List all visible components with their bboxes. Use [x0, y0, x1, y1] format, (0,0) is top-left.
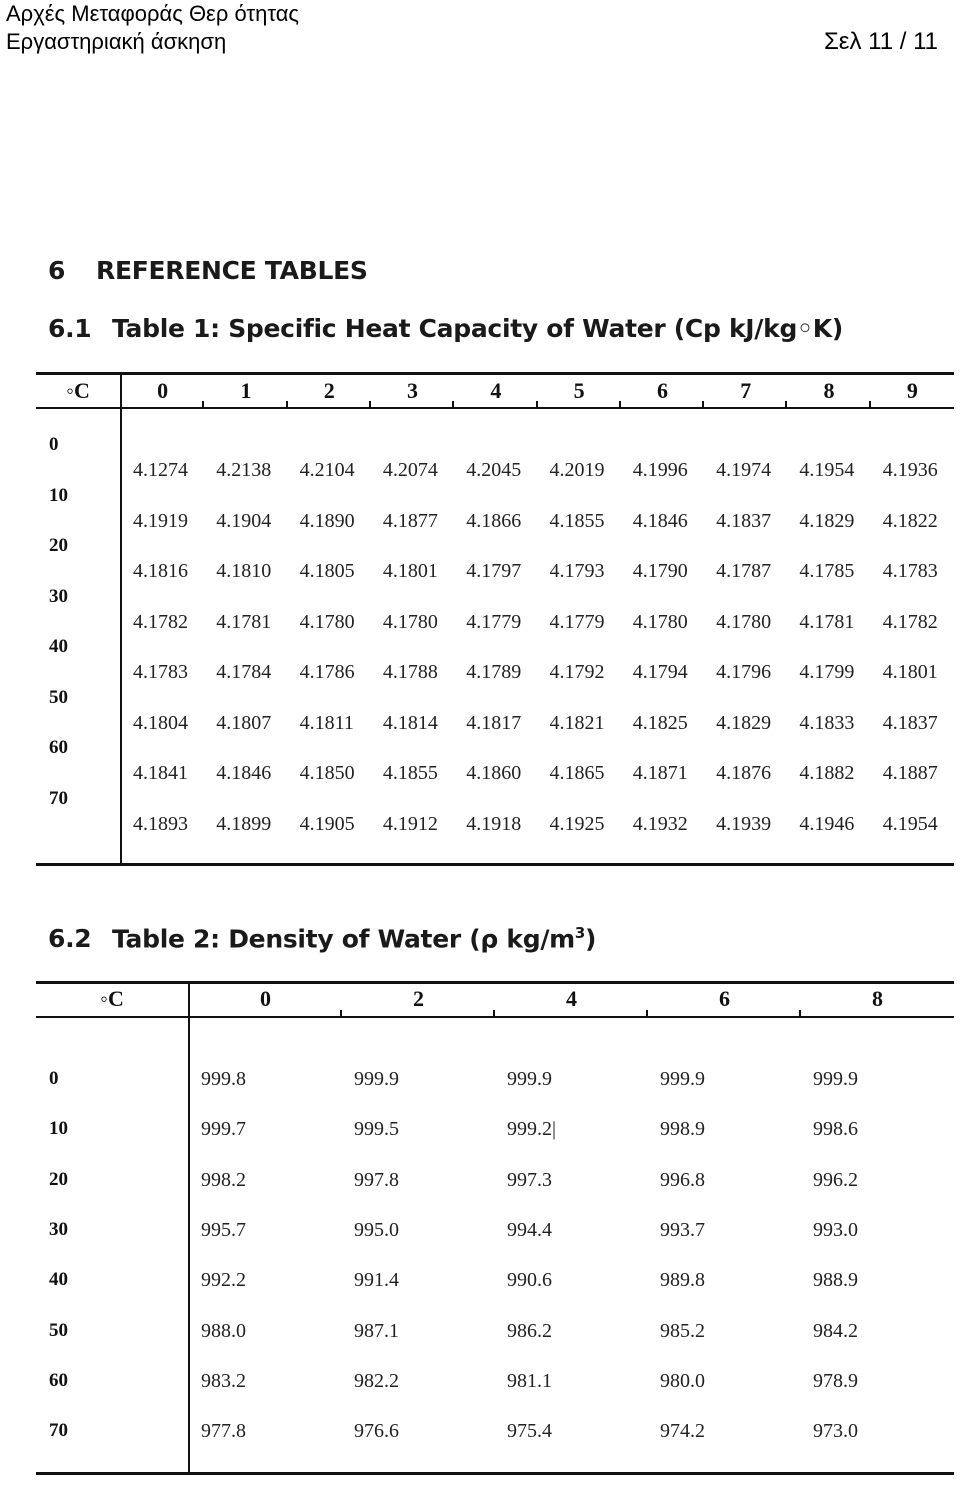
section-number: 6 [48, 256, 66, 285]
table2-table-cell: 987.1 [354, 1319, 399, 1342]
table1-table-cell: 4.1781 [799, 610, 855, 633]
table1-column-header: 9 [906, 378, 918, 403]
table1-table-cell: 4.1905 [299, 812, 355, 835]
table1-table-cell: 4.1871 [632, 762, 688, 784]
table2-table-cell: 999.9 [813, 1068, 858, 1090]
table1-table-cell: 4.1779 [549, 610, 605, 633]
document-course-title: Αρχές Μεταφοράς Θερ ότητας [6, 1, 300, 26]
table1-table-cell: 4.1919 [133, 509, 188, 532]
table1-table-cell: 4.2074 [382, 459, 438, 481]
table2-column-header: 8 [872, 986, 883, 1011]
table1-table-cell: 4.1855 [382, 762, 438, 784]
table2-table-cell: 999.9 [660, 1068, 705, 1090]
table1-table-cell: 4.1822 [882, 509, 938, 532]
table1-table-cell: 4.1810 [216, 560, 272, 582]
table1-row-label: 50 [49, 686, 68, 708]
table1-row-label: 0 [49, 434, 59, 455]
table1-column-header: 8 [823, 378, 835, 403]
table2-table-cell: 988.0 [201, 1319, 246, 1342]
table1-table-cell: 4.1786 [299, 661, 355, 683]
table2-table-cell: 989.8 [660, 1269, 705, 1292]
table2-table-cell: 991.4 [354, 1269, 399, 1292]
page-number: Σελ 11 / 11 [823, 28, 938, 55]
table1-bottom-rule [36, 863, 954, 866]
table1-table-cell: 4.1954 [882, 812, 938, 835]
table2-table-cell: 997.3 [507, 1168, 552, 1191]
table2-table-cell: 995.0 [354, 1218, 399, 1241]
table2-column-header: 6 [719, 986, 730, 1011]
table2-title: Table 2: Density of Water (ρ kg/m [112, 924, 575, 954]
table2-table-cell: 998.9 [660, 1118, 705, 1141]
table1-row-label: 20 [49, 535, 68, 556]
table1-table-cell: 4.1780 [299, 610, 355, 633]
table2-row-label: 30 [49, 1218, 68, 1240]
table1-table-cell: 4.1954 [799, 459, 855, 481]
table1-column-header: 3 [407, 378, 419, 403]
table1-table-cell: 4.1784 [216, 661, 272, 683]
table1-row-label: 10 [49, 484, 68, 506]
table2-column-header: 2 [413, 986, 424, 1011]
table1-table-cell: 4.1936 [882, 459, 938, 481]
table1-table-cell: 4.1805 [299, 560, 355, 582]
table1-table-cell: 4.1780 [632, 610, 688, 633]
table1-table-cell: 4.1792 [549, 661, 605, 683]
table1-table-cell: 4.1918 [466, 812, 522, 835]
table1-table-cell: 4.1825 [632, 711, 688, 734]
table1-table-cell: 4.1887 [882, 762, 938, 784]
table2-row-label: 70 [49, 1420, 68, 1442]
table1-table-cell: 4.1801 [882, 661, 938, 683]
table2-table-cell: 975.4 [507, 1420, 552, 1443]
table2-corner-label: ◦C [100, 986, 124, 1011]
table1-table-cell: 4.1804 [133, 711, 188, 734]
table2-table-cell: 974.2 [660, 1420, 705, 1443]
table2-table-cell: 996.2 [813, 1168, 858, 1191]
table1-table-cell: 4.1817 [466, 711, 522, 734]
table2-table-cell: 999.5 [354, 1118, 399, 1141]
table1-table-cell: 4.1785 [799, 560, 855, 582]
table2-number: 6.2 [48, 924, 92, 954]
table1-number: 6.1 [48, 314, 92, 343]
table1-table-cell: 4.1829 [799, 509, 855, 532]
table1-table-cell: 4.1807 [216, 711, 272, 734]
table1-table-cell: 4.1837 [882, 711, 938, 734]
table1-row-label: 30 [49, 585, 68, 607]
table1-table-cell: 4.1865 [549, 762, 605, 784]
table2-table-cell: 973.0 [813, 1420, 858, 1443]
table1-table-cell: 4.1794 [632, 661, 688, 683]
table1-table-cell: 4.1780 [716, 610, 772, 633]
table1-table-cell: 4.1866 [466, 509, 522, 532]
table1-table-cell: 4.1877 [382, 509, 438, 532]
section-title: REFERENCE TABLES [96, 256, 368, 285]
table2-column-header: 4 [566, 986, 577, 1011]
table1-table-cell: 4.1779 [466, 610, 522, 633]
table1-table-cell: 4.1946 [799, 812, 855, 835]
table2-row-label: 50 [49, 1319, 68, 1341]
table2-table-cell: 986.2 [507, 1319, 552, 1342]
table2-column-header: 0 [260, 986, 271, 1011]
table1-table-cell: 4.2104 [299, 459, 355, 481]
table1-title: Table 1: Specific Heat Capacity of Water (Cp kJ/kg◦K) [112, 314, 843, 343]
table1-table-cell: 4.1801 [382, 560, 438, 582]
table2-table-cell: 988.9 [813, 1269, 858, 1292]
table1-table-cell: 4.1811 [299, 711, 354, 734]
table1-table-cell: 4.1890 [299, 509, 355, 532]
table1-table-cell: 4.1846 [216, 762, 272, 784]
table2-heading [48, 924, 596, 953]
table1-table-cell: 4.1996 [632, 459, 688, 481]
table1-header-rule [36, 407, 954, 409]
table2-table-cell: 990.6 [507, 1269, 552, 1292]
table1-table-cell: 4.1274 [133, 459, 188, 481]
table2-row-label: 0 [49, 1068, 59, 1089]
table2-table-cell: 999.9 [354, 1068, 399, 1090]
table2-table-cell: 984.2 [813, 1319, 858, 1342]
table2-table-cell: 977.8 [201, 1420, 246, 1443]
table1-table-cell: 4.1829 [716, 711, 772, 734]
table1-column-header: 7 [740, 378, 752, 403]
table2-table-cell: 993.0 [813, 1218, 858, 1241]
table1-table-cell: 4.1846 [632, 509, 688, 532]
table1-stub-divider [120, 372, 122, 863]
table1-table-cell: 4.1816 [133, 560, 188, 582]
table1-heading [48, 314, 843, 343]
table2-row-label: 20 [49, 1168, 68, 1190]
table1-table-cell: 4.1925 [549, 812, 605, 835]
table2-row-label: 60 [49, 1369, 68, 1391]
table2-title-superscript: 3 [574, 924, 586, 942]
table1-table-cell: 4.1939 [716, 812, 772, 835]
table1-table-cell: 4.1899 [216, 812, 272, 835]
table1-table-cell: 4.1841 [133, 762, 188, 784]
table1-row-label: 60 [49, 737, 68, 758]
document-subtitle: Εργαστηριακή άσκηση [6, 29, 227, 54]
table1-table-cell: 4.1799 [799, 661, 855, 683]
table1-table-cell: 4.1893 [133, 812, 188, 835]
table2-table-cell: 999.7 [201, 1118, 246, 1141]
table1-table-cell: 4.1837 [716, 509, 772, 532]
table1-table-cell: 4.1912 [382, 812, 438, 835]
table1-top-rule [36, 372, 954, 375]
table2-top-rule [36, 981, 954, 984]
table1-column-header: 5 [573, 378, 585, 403]
table2-header-rule [36, 1016, 954, 1018]
table2-row-label: 10 [49, 1118, 68, 1140]
table1-table-cell: 4.1814 [382, 711, 438, 734]
table1-row-label: 70 [49, 787, 68, 809]
table1-table-cell: 4.1797 [466, 560, 522, 582]
table2-table-cell: 981.1 [507, 1369, 552, 1392]
table2-table-cell: 998.2 [201, 1168, 246, 1191]
table1-table-cell: 4.1790 [632, 560, 688, 582]
table1-row-label: 40 [49, 636, 68, 657]
table1-table-cell: 4.1781 [216, 610, 272, 633]
table1-column-header: 0 [157, 378, 169, 403]
table2-table-cell: 980.0 [660, 1369, 705, 1392]
table2-table-cell: 997.8 [354, 1168, 399, 1191]
table2-table-cell: 994.4 [507, 1218, 552, 1241]
table1-table-cell: 4.1974 [716, 459, 772, 481]
table1-table-cell: 4.1850 [299, 762, 355, 784]
table2-stub-divider [188, 981, 190, 1472]
table2-title-end: ) [585, 924, 597, 954]
table1-table-cell: 4.1783 [133, 661, 188, 683]
table2-table-cell: 978.9 [813, 1369, 858, 1392]
table1-table-cell: 4.1876 [716, 762, 772, 784]
section-heading-reference-tables [48, 256, 368, 285]
table2-table-cell: 999.8 [201, 1068, 246, 1090]
table1-table-cell: 4.1787 [716, 560, 772, 582]
table2-table-cell: 999.9 [507, 1068, 552, 1090]
table1-table-cell: 4.1788 [382, 661, 438, 683]
table1-table-cell: 4.1904 [216, 509, 272, 532]
table1-table-cell: 4.1860 [466, 762, 522, 784]
table1-table-cell: 4.1855 [549, 509, 605, 532]
table2-table-cell: 992.2 [201, 1269, 246, 1292]
table1-column-header: 4 [490, 378, 502, 403]
table1-table-cell: 4.1796 [716, 661, 772, 683]
table1-table-cell: 4.1780 [382, 610, 438, 633]
table1-table-cell: 4.1782 [882, 610, 938, 633]
table1-table-cell: 4.1833 [799, 711, 855, 734]
table2-table-cell: 983.2 [201, 1369, 246, 1392]
table1-table-cell: 4.1782 [133, 610, 188, 633]
table1-column-header: 6 [656, 378, 668, 403]
table1-table-cell: 4.2019 [549, 459, 605, 481]
table1-table-cell: 4.1821 [549, 711, 605, 734]
table1-table-cell: 4.1932 [632, 812, 688, 835]
table1-corner-label: ◦C [66, 378, 90, 403]
table2-bottom-rule [36, 1472, 954, 1475]
table1-table-cell: 4.1789 [466, 661, 522, 683]
table1-column-header: 1 [240, 378, 252, 403]
table2-table-cell: 985.2 [660, 1319, 705, 1342]
table1-table-cell: 4.2138 [216, 459, 272, 481]
table1-table-cell: 4.1783 [882, 560, 938, 582]
table1-table-cell: 4.1882 [799, 762, 855, 784]
table1-table-cell: 4.2045 [466, 459, 522, 481]
table2-table-cell: 998.6 [813, 1118, 858, 1141]
table2-table-cell: 976.6 [354, 1420, 399, 1443]
table2-table-cell: 993.7 [660, 1218, 705, 1241]
table1-table-cell: 4.1793 [549, 560, 605, 582]
table2-table-cell: 999.2| [507, 1118, 557, 1141]
table2-table-cell: 996.8 [660, 1168, 705, 1191]
table1-column-header: 2 [323, 378, 335, 403]
table2-row-label: 40 [49, 1269, 68, 1291]
table2-table-cell: 995.7 [201, 1218, 246, 1241]
table2-table-cell: 982.2 [354, 1369, 399, 1392]
